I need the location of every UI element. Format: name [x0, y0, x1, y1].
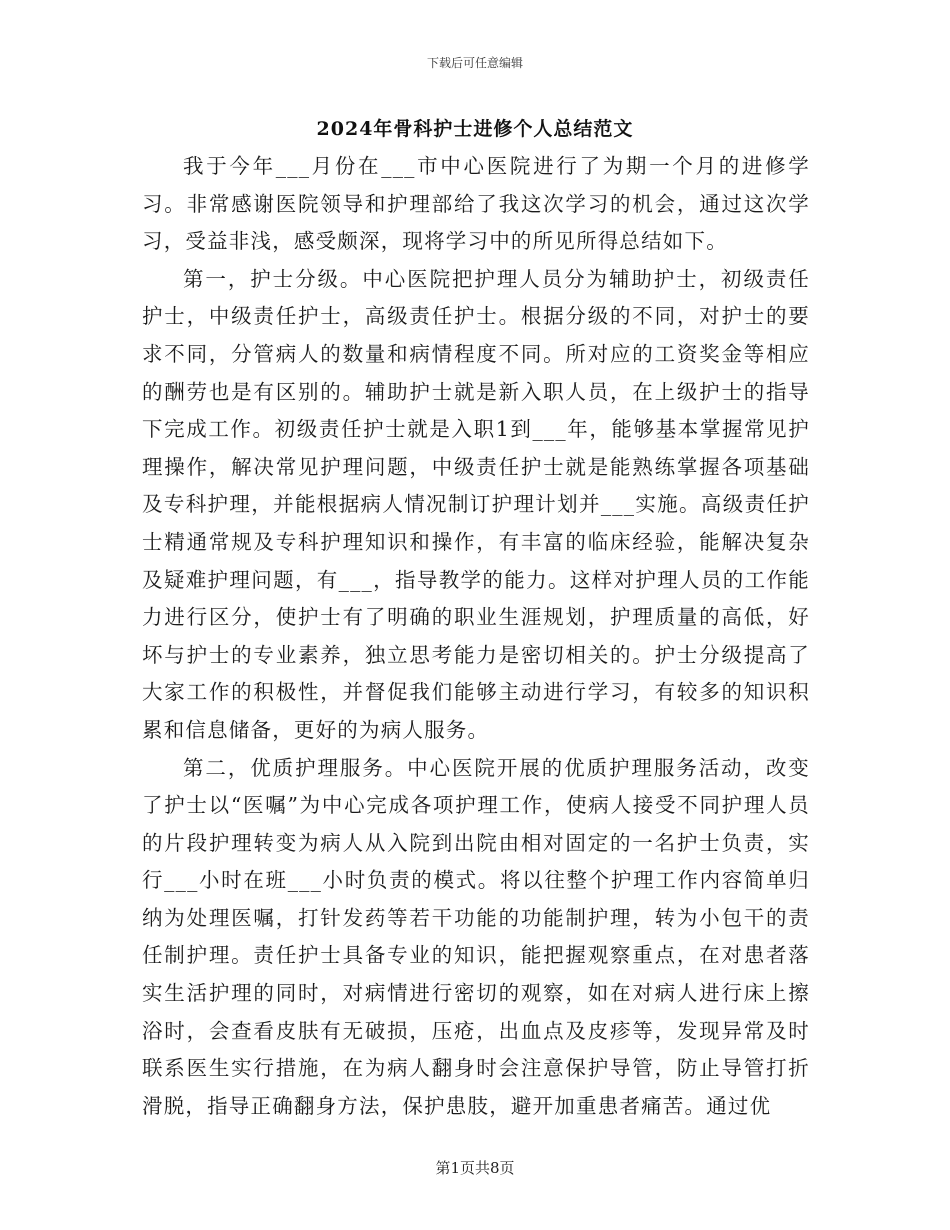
paragraph-quality-care: 第二，优质护理服务。中心医院开展的优质护理服务活动，改变了护士以“医嘱”为中心完成各项护理工作，使病人接受不同护理人员的片段护理转变为病人从入院到出院由相对固定的一名护士负责，实行___小时在班___小时负责的模式。将以往整个护理工作内容简单归纳为处理医嘱，打针发药等若干功能的功能制护理，转为小包干的责任制护理。责任护士具备专业的知识，能把握观察重点，在对患者落实生活护理的同时，对病情进行密切的观察，如在对病人进行床上擦浴时，会查看皮肤有无破损，压疮，出血点及皮疹等，发现异常及时联系医生实行措施，在为病人翻身时会注意保护导管，防止导管打折滑脱，指导正确翻身方法，保护患肢，避开加重患者痛苦。通过优 — [142, 755, 810, 1118]
page-number: 第1页共8页 — [435, 1159, 515, 1177]
header-note: 下载后可任意编辑 — [426, 56, 523, 70]
document-body — [142, 148, 810, 1125]
paragraph-intro: 我于今年___月份在___市中心医院进行了为期一个月的进修学习。非常感谢医院领导和护理部给了我这次学习的机会，通过这次学习，受益非浅，感受颇深，现将学习中的所见所得总结如下。 — [142, 154, 810, 254]
document-title: 2024年骨科护士进修个人总结范文 — [316, 118, 634, 140]
paragraph-nurse-grading: 第一，护士分级。中心医院把护理人员分为辅助护士，初级责任护士，中级责任护士，高级责任护士。根据分级的不同，对护士的要求不同，分管病人的数量和病情程度不同。所对应的工资奖金等相应的酬劳也是有区别的。辅助护士就是新入职人员，在上级护士的指导下完成工作。初级责任护士就是入职1到___年，能够基本掌握常见护理操作，解决常见护理问题，中级责任护士就是能熟练掌握各项基础及专科护理，并能根据病人情况制订护理计划并___实施。高级责任护士精通常规及专科护理知识和操作，有丰富的临床经验，能解决复杂及疑难护理问题，有___，指导教学的能力。这样对护理人员的工作能力进行区分，使护士有了明确的职业生涯规划，护理质量的高低，好坏与护士的专业素养，独立思考能力是密切相关的。护士分级提高了大家工作的积极性，并督促我们能够主动进行学习，有较多的知识积累和信息储备，更好的为病人服务。 — [142, 266, 810, 742]
